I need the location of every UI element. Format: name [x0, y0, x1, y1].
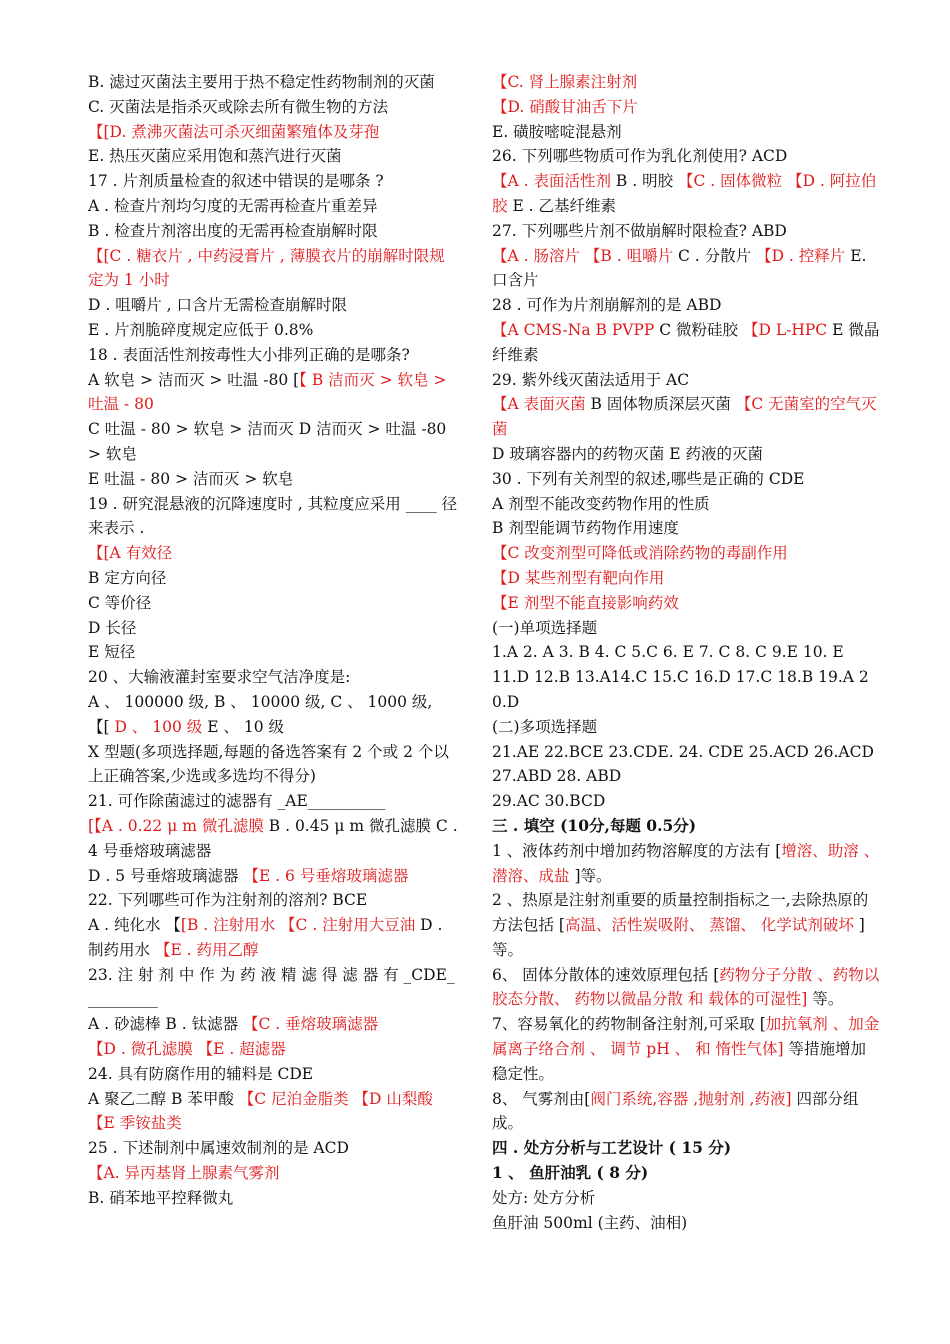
question-text: 19 . 研究混悬液的沉降速度时 , 其粒度应采用 ____ 径来表示 . — [88, 494, 458, 538]
question-text: E . 乙基纤维素 — [507, 196, 617, 215]
answer-text: 【[C . 糖衣片 , 中药浸膏片 , 薄膜衣片的崩解时限规定为 1 小时 — [88, 246, 445, 290]
left-line — [88, 740, 460, 790]
right-line — [492, 541, 880, 566]
left-line — [88, 492, 460, 542]
right-line — [492, 1211, 880, 1236]
right-line — [492, 1012, 880, 1086]
section-heading: 1 、 鱼肝油乳 ( 8 分) — [492, 1163, 649, 1183]
question-text: E 吐温 - 80 > 洁而灭 > 软皂 — [88, 469, 294, 488]
left-line — [88, 219, 460, 244]
question-text: ]等。 — [569, 866, 612, 885]
question-text: 30 . 下列有关剂型的叙述,哪些是正确的 CDE — [492, 469, 805, 488]
answer-text: D 、 100 级 — [109, 717, 203, 736]
question-text: 等。 — [807, 990, 844, 1009]
left-line — [88, 467, 460, 492]
right-line — [492, 467, 880, 492]
right-line — [492, 665, 880, 715]
answer-text: 【C 改变剂型可降低或消除药物的毒副作用 — [492, 544, 788, 563]
answer-text: [B . 注射用水 【C . 注射用大豆油 — [180, 916, 416, 935]
question-text: 17 . 片剂质量检查的叙述中错误的是哪条 ? — [88, 172, 384, 191]
question-text: D . 咀嚼片 , 口含片无需检查崩解时限 — [88, 296, 347, 315]
question-text: 18 . 表面活性剂按毒性大小排列正确的是哪条? — [88, 345, 410, 364]
left-line — [88, 1062, 460, 1087]
answer-text: 【A . 表面活性剂 — [492, 172, 611, 191]
left-line — [88, 343, 460, 368]
left-line — [88, 566, 460, 591]
question-text: 27.ABD 28. ABD — [492, 767, 622, 786]
question-text: 21. 可作除菌滤过的滤器有 _AE__________ — [88, 792, 386, 811]
question-text: C . 分散片 — [673, 246, 757, 265]
left-line — [88, 1136, 460, 1161]
answer-text: 加抗氧剂 、加金属离子络合剂 、 调节 pH 、 和 惰性气体] — [492, 1015, 880, 1059]
answer-text: 【E 剂型不能直接影响药效 — [492, 593, 679, 612]
question-text: 21.AE 22.BCE 23.CDE. 24. CDE 25.ACD 26.ACD — [492, 742, 874, 761]
left-line — [88, 293, 460, 318]
question-text: E. 热压灭菌应采用饱和蒸汽进行灭菌 — [88, 147, 342, 166]
question-text: 【[ — [88, 717, 110, 736]
left-line — [88, 913, 460, 963]
left-line — [88, 888, 460, 913]
left-line — [88, 244, 460, 294]
right-line — [492, 244, 880, 294]
question-text: 26. 下列哪些物质可作为乳化剂使用? ACD — [492, 147, 788, 166]
right-line — [492, 591, 880, 616]
question-text: C 微粉硅胶 — [654, 320, 743, 339]
question-text: C 吐温 - 80 > 软皂 > 洁而灭 D 洁而灭 > 吐温 -80 > 软皂 — [88, 420, 447, 463]
question-text: 29. 紫外线灭菌法适用于 AC — [492, 370, 690, 389]
left-line — [88, 591, 460, 616]
question-text: B 固体物质深层灭菌 — [585, 395, 736, 414]
question-text: B 定方向径 — [88, 568, 167, 587]
right-line — [492, 1136, 880, 1161]
question-text: C 等价径 — [88, 593, 152, 612]
right-line — [492, 368, 880, 393]
question-text: B. 滤过灭菌法主要用于热不稳定性药物制剂的灭菌 — [88, 73, 435, 91]
answer-text: 【A CMS-Na B PVPP — [492, 320, 655, 339]
left-line — [88, 169, 460, 194]
question-text: 2 、热原是注射剂重要的质量控制指标之一,去除热原的方法包括 [ — [492, 891, 869, 935]
left-line — [88, 640, 460, 665]
right-line — [492, 740, 880, 765]
right-line — [492, 492, 880, 517]
right-column — [492, 70, 880, 1235]
answer-text: 【A 表面灭菌 — [492, 395, 586, 414]
question-text: B 剂型能调节药物作用速度 — [492, 519, 679, 538]
answer-text: 【C . 固体微粒 【D . 阿拉伯胶 — [492, 172, 877, 215]
question-text: B . 0.45 μ m 微孔滤膜 C . 4 号垂熔玻璃滤器 — [88, 816, 458, 860]
question-text: (二)多项选择题 — [492, 717, 598, 736]
right-line — [492, 516, 880, 541]
left-line — [88, 194, 460, 219]
question-text: B . 明胶 — [610, 172, 679, 191]
question-text: 25 . 下述制剂中属速效制剂的是 ACD — [88, 1139, 349, 1158]
answer-text: 【[A 有效径 — [88, 544, 173, 563]
answer-text: 【D 某些剂型有靶向作用 — [492, 568, 665, 587]
answer-text: 【C. 肾上腺素注射剂 — [492, 73, 638, 91]
question-text: A 软皂 > 洁而灭 > 吐温 -80 [ — [88, 370, 300, 389]
question-text: A 剂型不能改变药物作用的性质 — [492, 494, 710, 513]
left-line — [88, 715, 460, 740]
answer-text: 【D . 控释片 — [756, 246, 846, 265]
question-text: D 长径 — [88, 618, 137, 637]
answer-text: 阀门系统,容器 ,抛射剂 ,药液] — [590, 1089, 792, 1108]
right-line — [492, 764, 880, 789]
right-line — [492, 70, 880, 95]
question-text: C. 灭菌法是指杀灭或除去所有微生物的方法 — [88, 97, 389, 116]
question-text: 鱼肝油 500ml (主药、油相) — [492, 1213, 688, 1232]
question-text: 1.A 2. A 3. B 4. C 5.C 6. E 7. C 8. C 9.E 10. E — [492, 643, 844, 662]
question-text: 6、 固体分散体的速效原理包括 [ — [492, 965, 720, 984]
answer-text: [【A . 0.22 μ m 微孔滤膜 — [88, 816, 264, 835]
left-line — [88, 690, 460, 715]
left-line — [88, 70, 460, 95]
answer-text: 【A. 异丙基肾上腺素气雾剂 — [88, 1164, 280, 1183]
question-text: 22. 下列哪些可作为注射剂的溶剂? BCE — [88, 891, 368, 910]
right-line — [492, 640, 880, 665]
answer-text: 【E . 6 号垂熔玻璃滤器 — [243, 866, 409, 885]
question-text: 处方: 处方分析 — [492, 1188, 596, 1207]
question-text: E 微晶纤维素 — [492, 320, 880, 364]
question-text: D 玻璃容器内的药物灭菌 E 药液的灭菌 — [492, 444, 764, 463]
right-line — [492, 1186, 880, 1211]
question-text: E. 口含片 — [492, 246, 867, 290]
left-line — [88, 120, 460, 145]
question-text: B . 检查片剂溶出度的无需再检查崩解时限 — [88, 221, 378, 240]
question-text: A . 砂滤棒 B . 钛滤器 — [88, 1015, 244, 1034]
right-line — [492, 814, 880, 839]
right-line — [492, 392, 880, 442]
answer-text: 【D L-HPC — [742, 320, 828, 339]
question-text: D . 制药用水 — [88, 916, 443, 959]
right-line — [492, 219, 880, 244]
answer-text: 增溶、助溶 、潜溶、成盐 — [492, 841, 880, 885]
left-line — [88, 814, 460, 864]
answer-text: 高温、活性炭吸附、 蒸馏、 化学试剂破坏 — [564, 916, 854, 935]
section-heading: 四 . 处方分析与工艺设计 ( 15 分) — [492, 1138, 732, 1158]
answer-text: 【D . 微孔滤膜 【E . 超滤器 — [88, 1040, 286, 1059]
right-line — [492, 616, 880, 641]
question-text: 8、 气雾剂由[ — [492, 1089, 591, 1108]
left-line — [88, 368, 460, 418]
right-line — [492, 789, 880, 814]
question-text: E 、 10 级 — [202, 717, 285, 736]
left-line — [88, 864, 460, 889]
left-line — [88, 1186, 460, 1211]
question-text: E . 片剂脆碎度规定应低于 0.8% — [88, 320, 314, 339]
left-line — [88, 616, 460, 641]
right-line — [492, 95, 880, 120]
question-text: E. 磺胺嘧啶混悬剂 — [492, 122, 622, 141]
left-line — [88, 665, 460, 690]
left-line — [88, 963, 460, 1013]
right-line — [492, 715, 880, 740]
question-text: 27. 下列哪些片剂不做崩解时限检查? ABD — [492, 221, 787, 240]
question-text: B. 硝苯地平控释微丸 — [88, 1188, 234, 1207]
left-line — [88, 1037, 460, 1062]
right-line — [492, 144, 880, 169]
right-line — [492, 120, 880, 145]
left-line — [88, 318, 460, 343]
question-text: 7、容易氧化的药物制备注射剂,可采取 [ — [492, 1015, 766, 1034]
question-text: 11.D 12.B 13.A14.C 15.C 16.D 17.C 18.B 19.A 20.D — [492, 668, 869, 711]
question-text: 24. 具有防腐作用的辅料是 CDE — [88, 1064, 314, 1083]
answer-text: 药物分子分散 、药物以胶态分散、 药物以微晶分散 和 载体的可湿性] — [492, 965, 880, 1009]
right-line — [492, 442, 880, 467]
answer-text: 【 B 洁而灭 > 软皂 > 吐温 - 80 — [88, 370, 447, 414]
answer-text: 【C 无菌室的空气灭菌 — [492, 395, 877, 439]
left-line — [88, 1161, 460, 1186]
question-text: E 短径 — [88, 643, 136, 662]
right-line — [492, 169, 880, 219]
answer-text: 【E . 药用乙醇 — [154, 940, 259, 959]
left-line — [88, 1087, 460, 1137]
right-line — [492, 839, 880, 889]
question-text: 23. 注 射 剂 中 作 为 药 液 精 滤 得 滤 器 有 _CDE__________ — [88, 965, 455, 1009]
answer-text: 【C 尼泊金脂类 【D 山梨酸 【E 季铵盐类 — [88, 1089, 433, 1133]
question-text: 29.AC 30.BCD — [492, 792, 606, 811]
question-text: (一)单项选择题 — [492, 618, 598, 637]
question-text: ]等。 — [492, 916, 865, 959]
answer-text: 【C . 垂熔玻璃滤器 — [243, 1015, 379, 1034]
left-line — [88, 789, 460, 814]
right-line — [492, 963, 880, 1013]
right-line — [492, 1087, 880, 1137]
answer-text: 【D. 硝酸甘油舌下片 — [492, 97, 638, 116]
question-text: X 型题(多项选择题,每题的备选答案有 2 个或 2 个以上正确答案,少选或多选均不得分) — [88, 742, 449, 786]
question-text: A . 纯化水 【 — [88, 916, 181, 935]
right-line — [492, 293, 880, 318]
answer-text: 【[D. 煮沸灭菌法可杀灭细菌繁殖体及芽孢 — [88, 122, 380, 141]
left-line — [88, 95, 460, 120]
left-line — [88, 1012, 460, 1037]
left-line — [88, 144, 460, 169]
right-line — [492, 566, 880, 591]
section-heading: 三 . 填空 (10分,每题 0.5分) — [492, 815, 697, 835]
left-column — [88, 70, 460, 1211]
question-text: A . 检查片剂均匀度的无需再检查片重差异 — [88, 196, 378, 215]
question-text: 20 、大输液灌封室要求空气洁净度是: — [88, 668, 351, 687]
question-text: A 聚乙二醇 B 苯甲酸 — [88, 1089, 239, 1108]
question-text: A 、 100000 级, B 、 10000 级, C 、 1000 级, — [88, 692, 433, 711]
answer-text: 【A . 肠溶片 【B . 咀嚼片 — [492, 246, 674, 265]
left-line — [88, 417, 460, 467]
left-line — [88, 541, 460, 566]
right-line — [492, 888, 880, 962]
question-text: 1 、液体药剂中增加药物溶解度的方法有 [ — [492, 841, 782, 860]
question-text: 等措施增加稳定性。 — [492, 1040, 866, 1083]
question-text: 四部分组成。 — [492, 1089, 859, 1133]
right-line — [492, 318, 880, 368]
question-text: D . 5 号垂熔玻璃滤器 — [88, 866, 244, 885]
right-line — [492, 1161, 880, 1186]
question-text: 28 . 可作为片剂崩解剂的是 ABD — [492, 296, 722, 315]
